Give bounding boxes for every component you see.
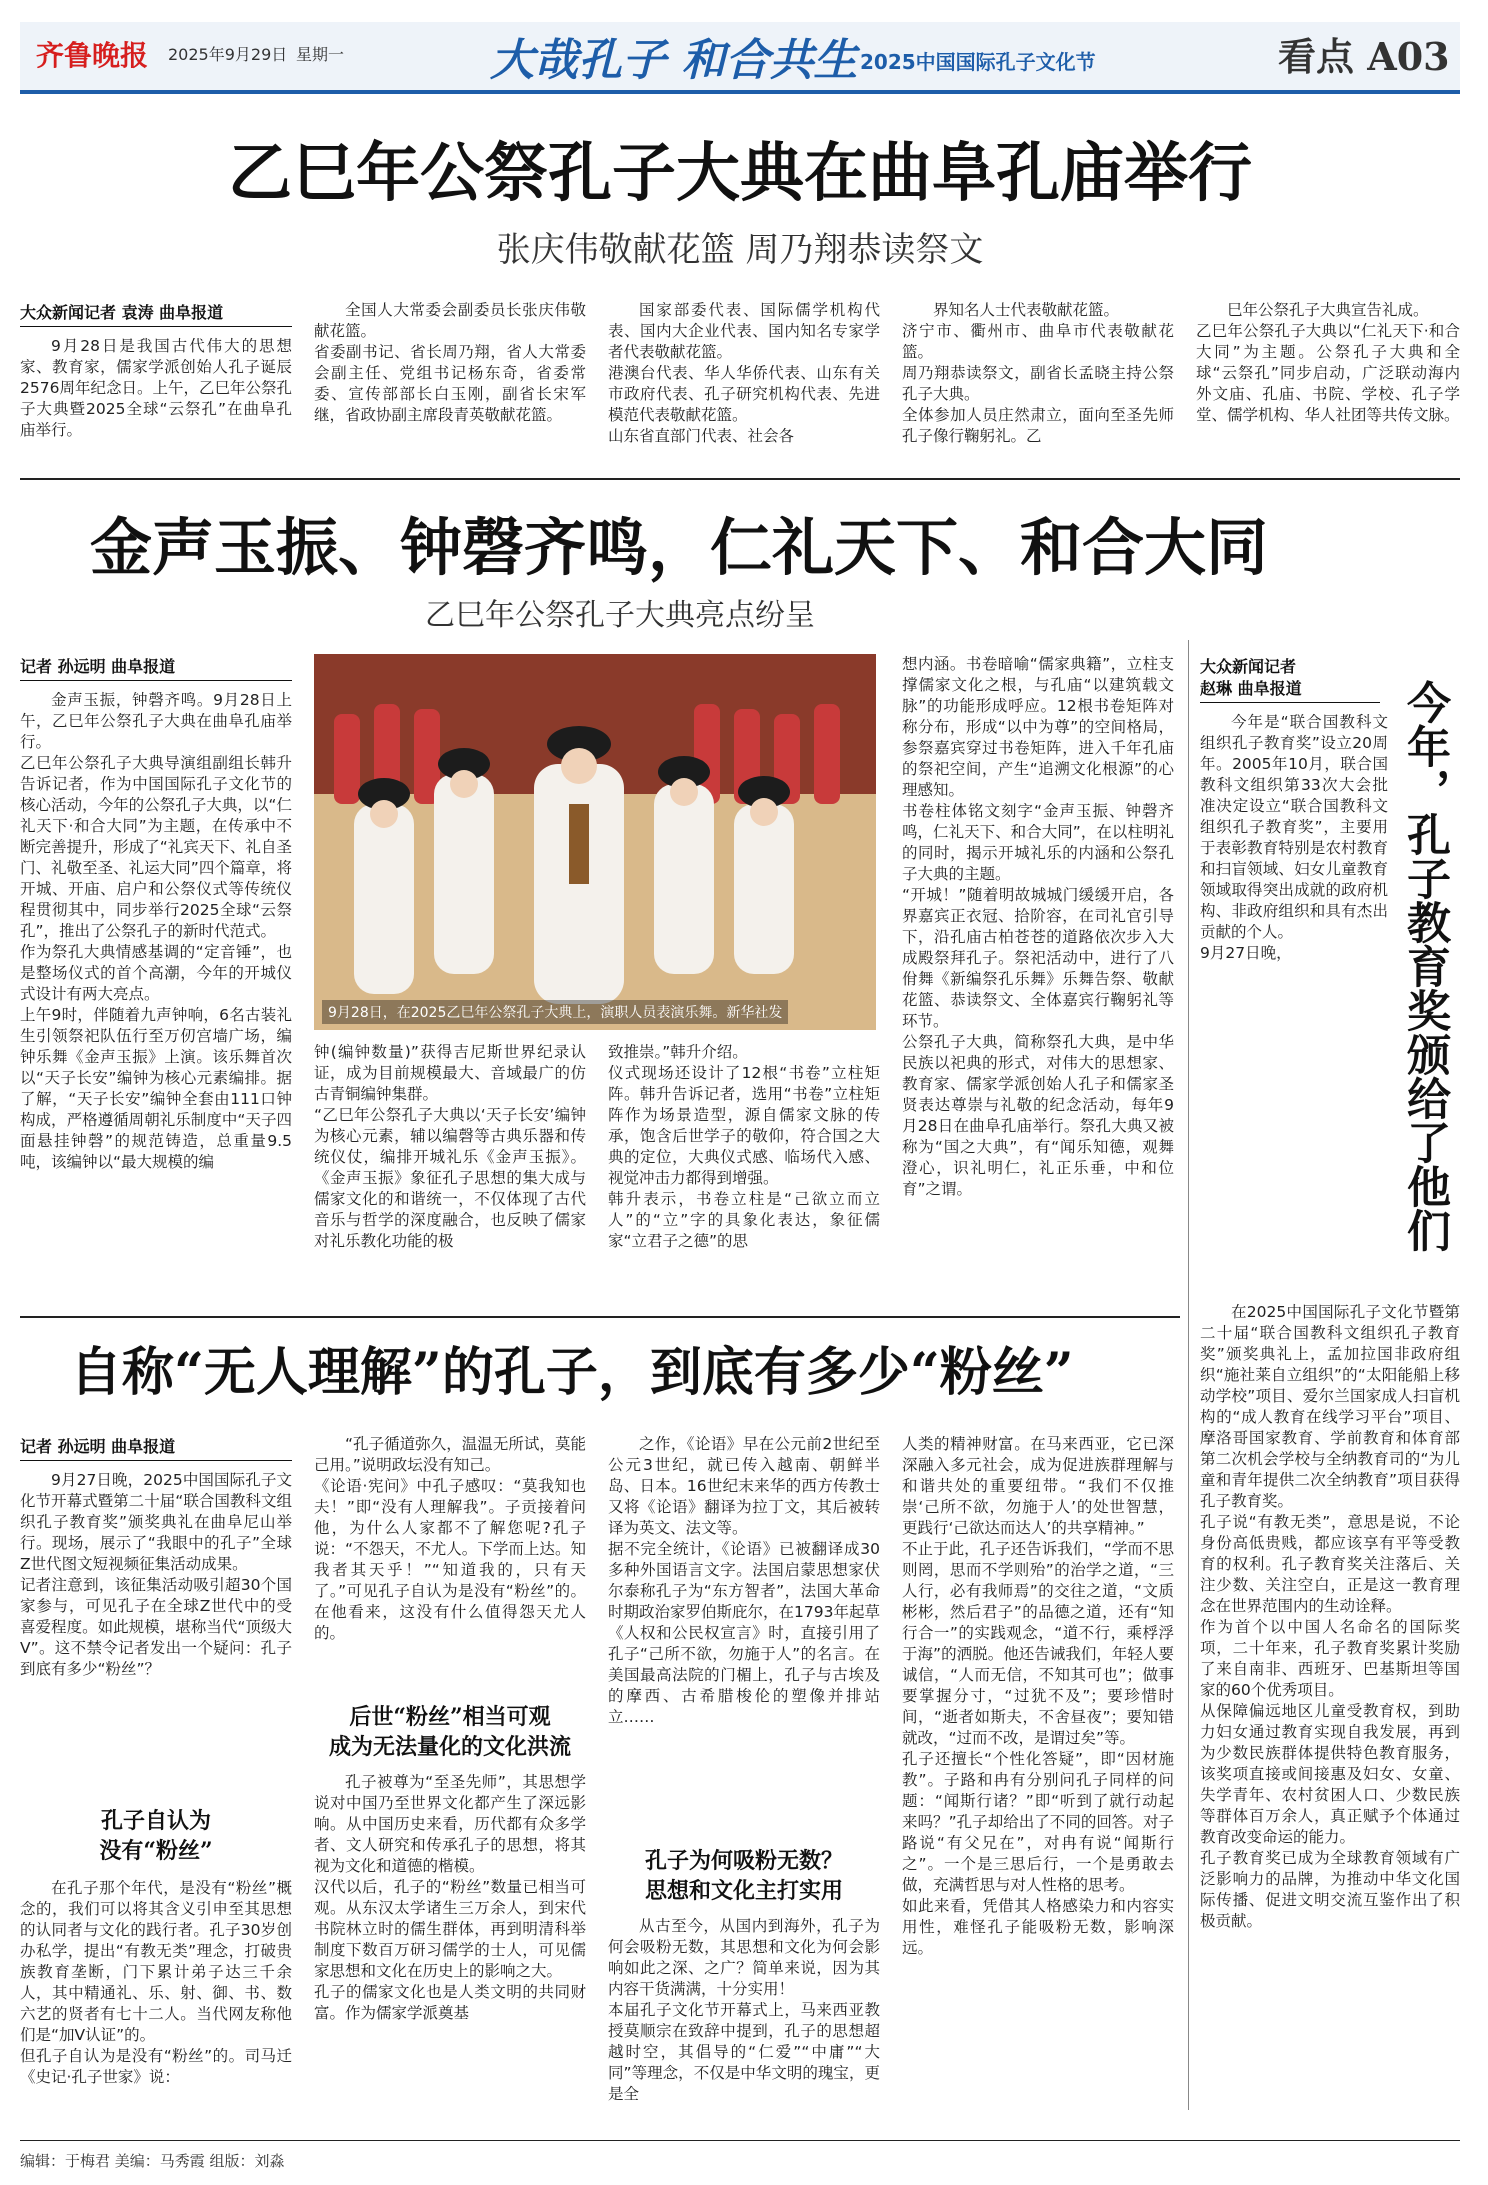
- story4-column-3-bottom: 从古至今，从国内到海外，孔子为何会吸粉无数，其思想和文化为何会影响如此之深、之广？简单来说，因为其内容干货满满，十分实用！ 本届孔子文化节开幕式上，马来西亚教授莫顺宗在致辞中提到，孔子的思想超越时空，其倡导的“仁爱”“中庸”“大同”等理念，不仅是中华文明的瑰宝，更是全: [608, 1917, 880, 2103]
- story3-byline-1: 大众新闻记者: [1200, 657, 1297, 676]
- ceremony-photo-image: [314, 654, 876, 1030]
- story1-column-5: 巳年公祭孔子大典宣告礼成。 乙巳年公祭孔子大典以“仁礼天下·和合大同”为主题。公祭孔子大典和全球“云祭孔”同步启动，广泛联动海内外文庙、孔庙、书院、学校、孔子学堂、儒学机构、华人社团等共传文脉。: [1196, 301, 1460, 424]
- story2-column-4: 想内涵。书卷暗喻“儒家典籍”，立柱支撑儒家文化之根，与孔庙“以建筑载文脉”的功能形成呼应。12根书卷矩阵对称分布，形成“以中为尊”的空间格局，参祭嘉宾穿过书卷矩阵，进入千年孔庙的祭祀空间，产生“追溯文化根源”的心理感知。 书卷柱体铭文刻字“金声玉振、钟磬齐鸣，仁礼天下、和合大同”，在以柱明礼的同时，揭示开城礼乐的内涵和公祭孔子大典的主题。 “开城！”随着明故城城门缓缓开启，各界嘉宾正衣冠、拾阶容，在司礼官引导下，沿孔庙古柏苍苍的道路依次步入大成殿祭拜孔子。祭祀活动中，进行了八佾舞《新编祭孔乐舞》乐舞告祭、敬献花篮、恭读祭文、全体嘉宾行鞠躬礼等环节。 公祭孔子大典，简称祭孔大典，是中华民族以祀典的形式，对伟大的思想家、教育家、儒家学派创始人孔子和儒家圣贤表达尊崇与礼敬的纪念活动，每年9月28日在曲阜孔庙举行。祭孔大典又被称为“国之大典”，有“闻乐知德，观舞澄心，识礼明仁，礼正乐垂，中和位育”之谓。: [902, 655, 1174, 1198]
- story2-column-1: 金声玉振，钟磬齐鸣。9月28日上午，乙巳年公祭孔子大典在曲阜孔庙举行。 乙巳年公祭孔子大典导演组副组长韩升告诉记者，作为中国国际孔子文化节的核心活动，今年的公祭孔子大典，以“仁礼天下·和合大同”为主题，在传承中不断完善提升，形成了“礼宾天下、礼自圣门、礼敬至圣、礼运大同”四个篇章，将开城、开庙、启户和公祭仪式等传统仪程贯彻其中，同步举行2025全球“云祭孔”，推出了公祭孔子的新时代范式。 作为祭孔大典情感基调的“定音锤”，也是整场仪式的首个高潮，今年的开城仪式设计有两大亮点。 上午9时，伴随着九声钟响，6名古装礼生引领祭祀队伍行至万仞宫墙广场，编钟乐舞《金声玉振》上演。该乐舞首次以“天子长安”编钟为核心元素编排。据了解，“天子长安”编钟全套由111口钟构成，严格遵循周朝礼乐制度中“天子四面悬挂钟磬”的规范铸造，总重量9.5吨，该编钟以“最大规模的编: [20, 691, 292, 1171]
- ceremony-photo: [314, 654, 876, 1030]
- story2-column-3: 致推崇。”韩升介绍。 仪式现场还设计了12根“书卷”立柱矩阵。韩升告诉记者，选用“书卷”立柱矩阵作为场景造型，源自儒家文脉的传承，饱含后世学子的敬仰，符合国之大典的定位，大典仪式感、临场代入感、视觉冲击力都得到增强。 韩升表示，书卷立柱是“己欲立而立人”的“立”字的具象化表达，象征儒家“立君子之德”的思: [608, 1043, 880, 1250]
- section-divider-2: [20, 1316, 1180, 1318]
- column-divider: [1188, 640, 1189, 2110]
- newspaper-logo: 齐鲁晚报: [36, 39, 149, 72]
- story4-column-1-top: 9月27日晚，2025中国国际孔子文化节开幕式暨第二十届“联合国教科文组织孔子教育奖”颁奖典礼在曲阜尼山举行。现场，展示了“我眼中的孔子”全球Z世代图文短视频征集活动成果。 记者注意到，该征集活动吸引超30个国家参与，可见孔子在全球Z世代中的受喜爱程度。如此规模，堪称当代“顶级大V”。这不禁令记者发出一个疑问：孔子到底有多少“粉丝”？: [20, 1471, 292, 1678]
- footer-divider: [20, 2140, 1460, 2141]
- photo-caption: 9月28日，在2025乙巳年公祭孔子大典上，演职人员表演乐舞。新华社发: [322, 1000, 788, 1024]
- story1-byline: 大众新闻记者 袁涛 曲阜报道: [20, 300, 292, 327]
- issue-date: 2025年9月29日: [168, 45, 288, 64]
- festival-name: 2025中国国际孔子文化节: [860, 50, 1096, 74]
- story1-column-1: 9月28日是我国古代伟大的思想家、教育家，儒家学派创始人孔子诞辰2576周年纪念日。上午，乙巳年公祭孔子大典暨2025全球“云祭孔”在曲阜孔庙举行。: [20, 337, 292, 439]
- story1-column-3: 国家部委代表、国际儒学机构代表、国内大企业代表、国内知名专家学者代表敬献花篮。 港澳台代表、华人华侨代表、山东有关市政府代表、孔子研究机构代表、先进模范代表敬献花篮。 山东省直部门代表、社会各: [608, 301, 880, 445]
- story2-subheadline: 乙巳年公祭孔子大典亮点纷呈: [425, 598, 815, 633]
- story1-headline: 乙巳年公祭孔子大典在曲阜孔庙举行: [228, 136, 1252, 211]
- story3-column-bottom: 在2025中国国际孔子文化节暨第二十届“联合国教科文组织孔子教育奖”颁奖典礼上，孟加拉国非政府组织“施社莱自立组织”的“太阳能船上移动学校”项目、爱尔兰国家成人扫盲机构的“成人教育在线学习平台”项目、摩洛哥国家教育、学前教育和体育部第二次机会学校与全纳教育司的“为儿童和青年提供二次全纳教育”项目获得孔子教育奖。 孔子说“有教无类”，意思是说，不论身份高低贵贱，都应该享有平等受教育的权利。孔子教育奖关注落后、关注少数、关注空白，正是这一教育理念在世界范围内的生动诠释。 作为首个以中国人名命名的国际奖项，二十年来，孔子教育奖累计奖励了来自南非、西班牙、巴基斯坦等国家的60个优秀项目。 从保障偏远地区儿童受教育权，到助力妇女通过教育实现自我发展，再到为少数民族群体提供特色教育服务，该奖项直接或间接惠及妇女、女童、失学青年、农村贫困人口、少数民族等群体百万余人，真正赋予个体通过教育改变命运的能力。 孔子教育奖已成为全球教育领域有广泛影响力的品牌，为推动中华文化国际传播、促进文明交流互鉴作出了积极贡献。: [1200, 1303, 1460, 1930]
- story2-column-2: 钟(编钟数量)”获得吉尼斯世界纪录认证，成为目前规模最大、音域最广的仿古青铜编钟集群。 “乙巳年公祭孔子大典以‘天子长安’编钟为核心元素，辅以编磬等古典乐器和传统仪仗，编排开城礼乐《金声玉振》。《金声玉振》象征孔子思想的集大成与儒家文化的和谐统一，不仅体现了古代音乐与哲学的深度融合，也反映了儒家对礼乐教化功能的极: [314, 1043, 586, 1250]
- story4-byline: 记者 孙远明 曲阜报道: [20, 1434, 292, 1461]
- story4-column-3-top: 之作，《论语》早在公元前2世纪至公元3世纪，就已传入越南、朝鲜半岛、日本。16世纪末来华的西方传教士又将《论语》翻译为拉丁文，其后被转译为英文、法文等。 据不完全统计，《论语》已被翻译成30多种外国语言文字。法国启蒙思想家伏尔泰称孔子为“东方智者”，法国大革命时期政治家罗伯斯庇尔，在1793年起草《人权和公民权宣言》时，直接引用了孔子“己所不欲，勿施于人”的名言。在美国最高法院的门楣上，孔子与古埃及的摩西、古希腊梭伦的塑像并排站立……: [608, 1435, 880, 1726]
- issue-weekday: 星期一: [296, 45, 345, 64]
- story3-headline: 今年，孔子教育奖颁给了他们: [1399, 680, 1450, 1252]
- story4-column-2-bottom: 孔子被尊为“至圣先师”，其思想学说对中国乃至世界文化都产生了深远影响。从中国历史来看，历代都有众多学者、文人研究和传承孔子的思想，将其视为文化和道德的楷模。 汉代以后，孔子的“粉丝”数量已相当可观。从东汉太学诸生三万余人，到宋代书院林立时的儒生群体，再到明清科举制度下数百万研习儒学的士人，可见儒家思想和文化在历史上的影响之大。 孔子的儒家文化也是人类文明的共同财富。作为儒家学派奠基: [314, 1773, 586, 2022]
- story1-subheadline: 张庆伟敬献花篮 周乃翔恭读祭文: [496, 230, 984, 270]
- story2-byline: 记者 孙远明 曲阜报道: [20, 654, 292, 681]
- editor-credits: 编辑：于梅君 美编：马秀霞 组版：刘淼: [20, 2152, 285, 2170]
- story1-column-2: 全国人大常委会副委员长张庆伟敬献花篮。 省委副书记、省长周乃翔，省人大常委会副主任、党组书记杨东奇，省委常委、宣传部部长白玉刚，副省长宋军继，省政协副主席段青英敬献花篮。: [314, 301, 586, 424]
- festival-slogan: 大哉孔子 和合共生: [490, 35, 858, 86]
- story1-column-4: 界知名人士代表敬献花篮。 济宁市、衢州市、曲阜市代表敬献花篮。 周乃翔恭读祭文，副省长孟晓主持公祭孔子大典。 全体参加人员庄然肃立，面向至圣先师孔子像行鞠躬礼。乙: [902, 301, 1174, 445]
- story4-column-1-bottom: 在孔子那个年代，是没有“粉丝”概念的，我们可以将其含义引申至其思想的认同者与文化的践行者。孔子30岁创办私学，提出“有教无类”理念，打破贵族教育垄断，门下累计弟子达三千余人，其中精通礼、乐、射、御、书、数六艺的贤者有七十二人。当代网友称他们是“加V认证”的。 但孔子自认为是没有“粉丝”的。司马迁《史记·孔子世家》说：: [20, 1879, 292, 2086]
- story4-subhead-3: 孔子为何吸粉无数？ 思想和文化主打实用: [644, 1848, 843, 1904]
- section-divider: [20, 478, 1460, 480]
- story4-subhead-2: 后世“粉丝”相当可观 成为无法量化的文化洪流: [328, 1704, 571, 1760]
- story3-byline-2: 赵琳 曲阜报道: [1200, 676, 1380, 703]
- story4-headline: 自称“无人理解”的孔子，到底有多少“粉丝”: [70, 1342, 1074, 1403]
- story4-column-4: 人类的精神财富。在马来西亚，它已深深融入多元社会，成为促进族群理解与和谐共处的重要纽带。“我们不仅推崇‘己所不欲，勿施于人’的处世智慧，更践行‘己欲达而达人’的共享精神。” 不止于此，孔子还告诉我们，“学而不思则罔，思而不学则殆”的治学之道，“三人行，必有我师焉”的交往之道，“文质彬彬，然后君子”的品德之道，还有“知行合一”的实践观念，“道不行，乘桴浮于海”的洒脱。他还告诫我们，年轻人要诚信，“人而无信，不知其可也”；做事要掌握分寸，“过犹不及”；要珍惜时间，“逝者如斯夫，不舍昼夜”；要知错就改，“过而不改，是谓过矣”等。 孔子还擅长“个性化答疑”，即“因材施教”。子路和冉有分别问孔子同样的问题：“闻斯行诸？”即“听到了就行动起来吗？”孔子却给出了不同的回答。对子路说“有父兄在”，对冉有说“闻斯行之”。一个是三思后行，一个是勇敢去做，充满哲思与对人性格的思考。 如此来看，凭借其人格感染力和内容实用性，难怪孔子能吸粉无数，影响深远。: [902, 1435, 1174, 1957]
- story2-headline: 金声玉振、钟磬齐鸣，仁礼天下、和合大同: [90, 511, 1269, 584]
- story4-column-2-top: “孔子循道弥久，温温无所试，莫能己用。”说明政坛没有知己。 《论语·宪问》中孔子感叹：“莫我知也夫！”即“没有人理解我”。子贡接着问他，为什么人家都不了解您呢?孔子说：“不怨天，不尤人。下学而上达。知我者其天乎！”“知道我的，只有天了。”可见孔子自认为是没有“粉丝”的。在他看来，这没有什么值得怨天尤人的。: [314, 1435, 586, 1642]
- story3-column-top: 今年是“联合国教科文组织孔子教育奖”设立20周年。2005年10月，联合国教科文组织第33次大会批准决定设立“联合国教科文组织孔子教育奖”，主要用于表彰教育特别是农村教育和扫盲领域、妇女儿童教育领域取得突出成就的政府机构、非政府组织和具有杰出贡献的个人。 9月27日晚，: [1200, 713, 1388, 962]
- story4-subhead-1: 孔子自认为 没有“粉丝”: [99, 1808, 213, 1864]
- section-label: 看点 A03: [1278, 34, 1450, 79]
